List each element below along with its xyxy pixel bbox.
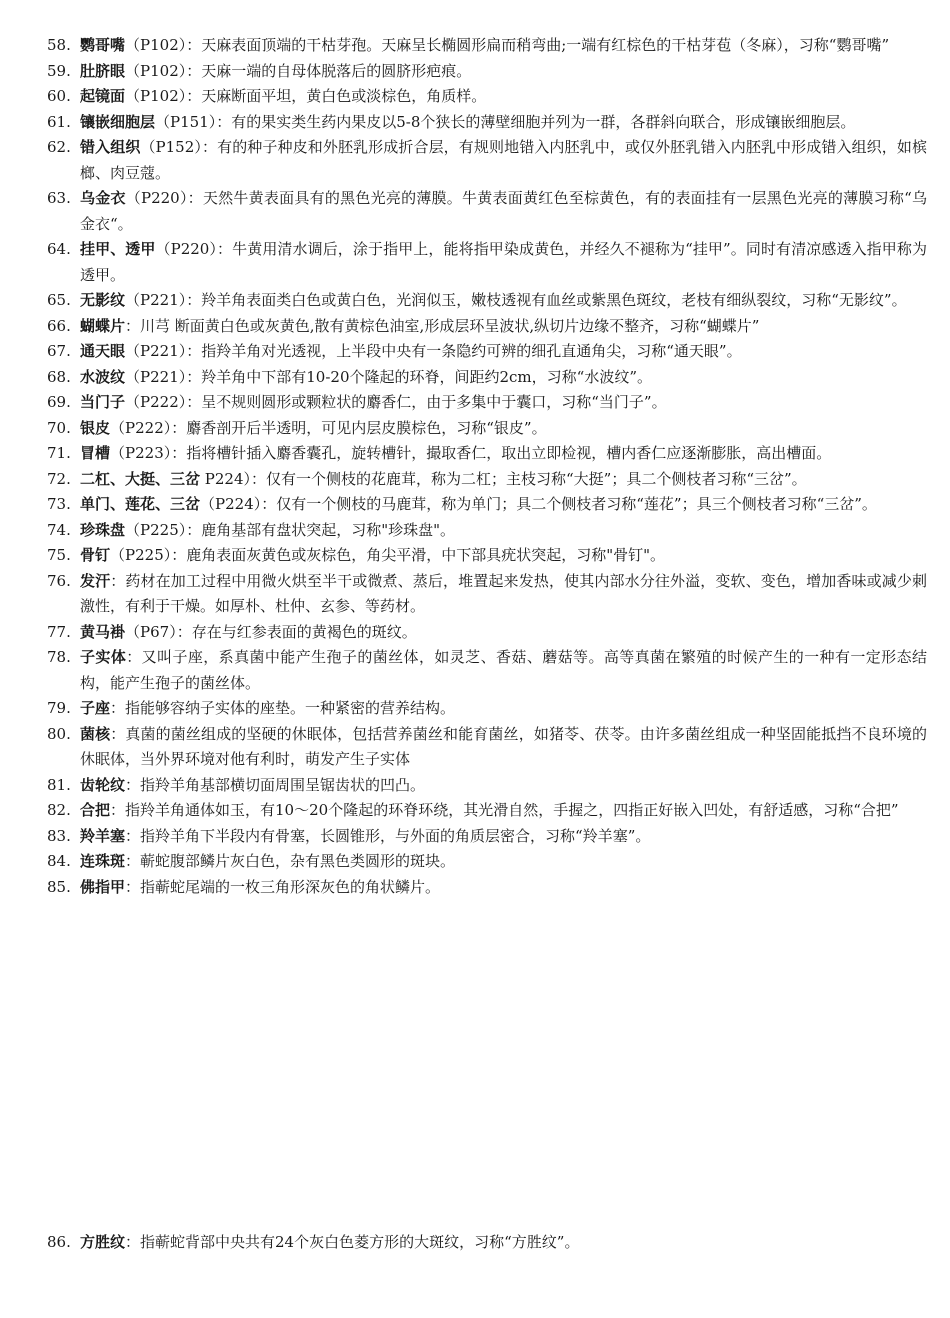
- item-term: 通天眼: [80, 342, 126, 360]
- item-term: 冒槽: [80, 444, 111, 462]
- item-number: 60.: [47, 87, 71, 105]
- item-definition: （P225）：鹿角表面灰黄色或灰棕色，角尖平滑，中下部具疣状突起，习称"骨钉"。: [110, 546, 666, 564]
- item-term: 二杠、大挺、三岔: [80, 469, 201, 488]
- item-text: [80, 339, 927, 365]
- item-number: 58.: [47, 36, 71, 54]
- item-number: 65.: [47, 291, 71, 309]
- item-number: 86.: [47, 1233, 71, 1251]
- item-text: [80, 110, 927, 136]
- item-definition: （P221）：羚羊角表面类白色或黄白色，光润似玉，嫩枝透视有血丝或紫黑色斑纹，老枝有细纵裂纹，习称“无影纹”。: [125, 291, 907, 309]
- item-number: 84.: [47, 852, 71, 870]
- item-definition: ：指羚羊角基部横切面周围呈锯齿状的凹凸。: [125, 775, 426, 794]
- item-definition: （P152）：有的种子种皮和外胚乳形成折合层，有规则地错入内胚乳中，或仅外胚乳错入内胚乳中形成错入组织，如槟榔、肉豆蔻。: [80, 138, 927, 182]
- item-text: [80, 543, 927, 569]
- item-definition: P224）：仅有一个侧枝的花鹿茸，称为二杠；主枝习称“大挺”；具二个侧枝者习称“三岔”。: [200, 469, 807, 488]
- glossary-list-continued: [47, 1230, 927, 1256]
- item-term: 镶嵌细胞层: [80, 112, 156, 131]
- list-item-75: [47, 543, 927, 569]
- list-item-84: [47, 849, 927, 875]
- item-text: [80, 492, 927, 518]
- item-definition: ：指能够容纳子实体的座垫。一种紧密的营养结构。: [110, 699, 456, 717]
- item-number: 66.: [47, 316, 71, 335]
- item-number: 68.: [47, 367, 71, 386]
- item-number: 82.: [47, 801, 71, 819]
- item-term: 珍珠盘: [80, 520, 126, 539]
- item-text: [80, 390, 927, 416]
- item-term: 鹦哥嘴: [80, 36, 126, 54]
- item-text: [80, 59, 927, 85]
- item-term: 蝴蝶片: [80, 316, 126, 335]
- list-item-74: [47, 518, 927, 544]
- item-number: 72.: [47, 469, 71, 488]
- item-text: [80, 33, 927, 59]
- list-item-81: [47, 773, 927, 799]
- list-item-61: [47, 110, 927, 136]
- item-text: [80, 237, 927, 288]
- item-text: [80, 365, 927, 391]
- item-definition: （P102）：天麻断面平坦，黄白色或淡棕色，角质样。: [125, 87, 487, 105]
- item-term: 错入组织: [80, 138, 141, 156]
- item-number: 63.: [47, 189, 71, 207]
- item-term: 起镜面: [80, 87, 126, 105]
- item-text: [80, 467, 927, 493]
- item-number: 67.: [47, 342, 71, 360]
- item-definition: （P151）：有的果实类生药内果皮以5-8个狭长的薄壁细胞并列为一群，各群斜向联合，形成镶嵌细胞层。: [155, 112, 856, 131]
- item-term: 菌核: [80, 724, 111, 743]
- item-text: [80, 696, 927, 722]
- item-text: [80, 84, 927, 110]
- item-text: [80, 620, 927, 646]
- item-definition: （P102）：天麻一端的自母体脱落后的圆脐形疤痕。: [125, 61, 472, 80]
- item-number: 83.: [47, 826, 71, 845]
- item-term: 子座: [80, 699, 111, 717]
- list-item-86: [47, 1230, 927, 1256]
- list-item-70: [47, 416, 927, 442]
- item-text: [80, 441, 927, 467]
- item-text: [80, 824, 927, 850]
- item-number: 78.: [47, 648, 71, 666]
- item-term: 羚羊塞: [80, 826, 126, 845]
- item-definition: （P222）：呈不规则圆形或颗粒状的麝香仁，由于多集中于囊口，习称“当门子”。: [125, 393, 667, 411]
- item-definition: ：又叫子座，系真菌中能产生孢子的菌丝体，如灵芝、香菇、蘑菇等。高等真菌在繁殖的时候产生的一种有一定形态结构，能产生孢子的菌丝体。: [80, 648, 927, 692]
- item-term: 连珠斑: [80, 852, 126, 870]
- list-item-80: [47, 722, 927, 773]
- list-item-78: [47, 645, 927, 696]
- item-definition: （P222）：麝香剖开后半透明，可见内层皮膜棕色，习称“银皮”。: [110, 418, 547, 437]
- item-text: [80, 186, 927, 237]
- list-item-66: [47, 314, 927, 340]
- item-text: [80, 645, 927, 696]
- item-number: 79.: [47, 699, 71, 717]
- item-number: 77.: [47, 622, 71, 641]
- item-term: 方胜纹: [80, 1233, 126, 1251]
- item-number: 76.: [47, 571, 71, 590]
- item-number: 71.: [47, 444, 71, 462]
- item-term: 发汗: [80, 571, 111, 590]
- item-definition: ：指羚羊角通体如玉，有10～20个隆起的环脊环绕，其光滑自然，手握之，四指正好嵌入凹处，有舒适感，习称“合把”: [110, 801, 899, 819]
- item-text: [80, 135, 927, 186]
- item-number: 73.: [47, 495, 71, 513]
- item-number: 80.: [47, 724, 71, 743]
- item-definition: ：川芎 断面黄白色或灰黄色,散有黄棕色油室,形成层环呈波状,纵切片边缘不整齐，习称“蝴蝶片”: [125, 316, 760, 335]
- item-definition: （P224）：仅有一个侧枝的马鹿茸，称为单门；具二个侧枝者习称“莲花”；具三个侧枝者习称“三岔”。: [200, 495, 877, 513]
- item-term: 肚脐眼: [80, 61, 126, 80]
- list-item-62: [47, 135, 927, 186]
- item-definition: （P67）：存在与红参表面的黄褐色的斑纹。: [125, 622, 417, 641]
- item-definition: （P223）：指将槽针插入麝香囊孔，旋转槽针，撮取香仁，取出立即检视，槽内香仁应逐渐膨胀，高出槽面。: [110, 444, 832, 462]
- list-item-79: [47, 696, 927, 722]
- item-term: 合把: [80, 801, 111, 819]
- item-number: 69.: [47, 393, 71, 411]
- list-item-82: [47, 798, 927, 824]
- item-number: 59.: [47, 61, 71, 80]
- item-definition: ：指蕲蛇尾端的一枚三角形深灰色的角状鳞片。: [125, 877, 441, 896]
- item-text: [80, 314, 927, 340]
- item-term: 无影纹: [80, 291, 126, 309]
- item-term: 当门子: [80, 393, 126, 411]
- list-item-73: [47, 492, 927, 518]
- item-number: 62.: [47, 138, 71, 156]
- item-definition: （P220）：天然牛黄表面具有的黑色光亮的薄膜。牛黄表面黄红色至棕黄色，有的表面挂有一层黑色光亮的薄膜习称“乌金衣“。: [80, 189, 927, 233]
- item-definition: ：蕲蛇腹部鳞片灰白色，杂有黑色类圆形的斑块。: [125, 852, 456, 870]
- list-item-67: [47, 339, 927, 365]
- item-text: [80, 875, 927, 901]
- item-number: 70.: [47, 418, 71, 437]
- item-definition: （P102）：天麻表面顶端的干枯芽孢。天麻呈长椭圆形扁而稍弯曲;一端有红棕色的干枯芽苞（冬麻），习称“鹦哥嘴”: [125, 36, 890, 54]
- item-definition: （P225）：鹿角基部有盘状突起，习称"珍珠盘"。: [125, 520, 456, 539]
- list-item-76: [47, 569, 927, 620]
- item-definition: ：药材在加工过程中用微火烘至半干或微煮、蒸后，堆置起来发热，使其内部水分往外溢，变软、变色，增加香味或减少刺激性，有利于干燥。如厚朴、杜仲、玄参、等药材。: [80, 571, 927, 615]
- item-text: [80, 1230, 927, 1256]
- list-item-72: [47, 467, 927, 493]
- item-term: 佛指甲: [80, 877, 126, 896]
- list-item-69: [47, 390, 927, 416]
- list-item-77: [47, 620, 927, 646]
- list-item-59: [47, 59, 927, 85]
- item-text: [80, 722, 927, 773]
- list-item-63: [47, 186, 927, 237]
- item-term: 挂甲、透甲: [80, 240, 156, 258]
- list-item-85: [47, 875, 927, 901]
- item-term: 银皮: [80, 418, 111, 437]
- item-term: 单门、莲花、三岔: [80, 495, 201, 513]
- item-definition: （P221）：指羚羊角对光透视，上半段中央有一条隐约可辨的细孔直通角尖，习称“通天眼”。: [125, 342, 742, 360]
- item-text: [80, 849, 927, 875]
- item-term: 水波纹: [80, 367, 126, 386]
- item-term: 骨钉: [80, 546, 111, 564]
- list-item-83: [47, 824, 927, 850]
- list-item-58: [47, 33, 927, 59]
- item-number: 61.: [47, 112, 71, 131]
- item-definition: ：指羚羊角下半段内有骨塞，长圆锥形，与外面的角质层密合，习称“羚羊塞”。: [125, 826, 651, 845]
- item-number: 75.: [47, 546, 71, 564]
- item-term: 黄马褂: [80, 622, 126, 641]
- item-number: 74.: [47, 520, 71, 539]
- item-text: [80, 288, 927, 314]
- item-definition: （P221）：羚羊角中下部有10-20个隆起的环脊，间距约2cm，习称“水波纹”。: [125, 367, 652, 386]
- item-number: 64.: [47, 240, 71, 258]
- item-definition: ：指蕲蛇背部中央共有24个灰白色菱方形的大斑纹，习称“方胜纹”。: [125, 1233, 580, 1251]
- item-text: [80, 518, 927, 544]
- item-term: 子实体: [80, 648, 127, 666]
- item-text: [80, 569, 927, 620]
- item-text: [80, 798, 927, 824]
- item-number: 81.: [47, 775, 71, 794]
- item-number: 85.: [47, 877, 71, 896]
- item-definition: ：真菌的菌丝组成的坚硬的休眠体，包括营养菌丝和能育菌丝，如猪苓、茯苓。由许多菌丝组成一种坚固能抵挡不良环境的休眠体，当外界环境对他有利时，萌发产生子实体: [80, 724, 927, 768]
- list-item-68: [47, 365, 927, 391]
- glossary-list: [47, 33, 927, 900]
- list-item-64: [47, 237, 927, 288]
- item-term: 乌金衣: [80, 189, 126, 207]
- item-text: [80, 773, 927, 799]
- item-term: 齿轮纹: [80, 775, 126, 794]
- item-text: [80, 416, 927, 442]
- list-item-71: [47, 441, 927, 467]
- list-item-65: [47, 288, 927, 314]
- item-definition: （P220）：牛黄用清水调后，涂于指甲上，能将指甲染成黄色，并经久不褪称为“挂甲”。同时有清凉感透入指甲称为透甲。: [80, 240, 927, 284]
- list-item-60: [47, 84, 927, 110]
